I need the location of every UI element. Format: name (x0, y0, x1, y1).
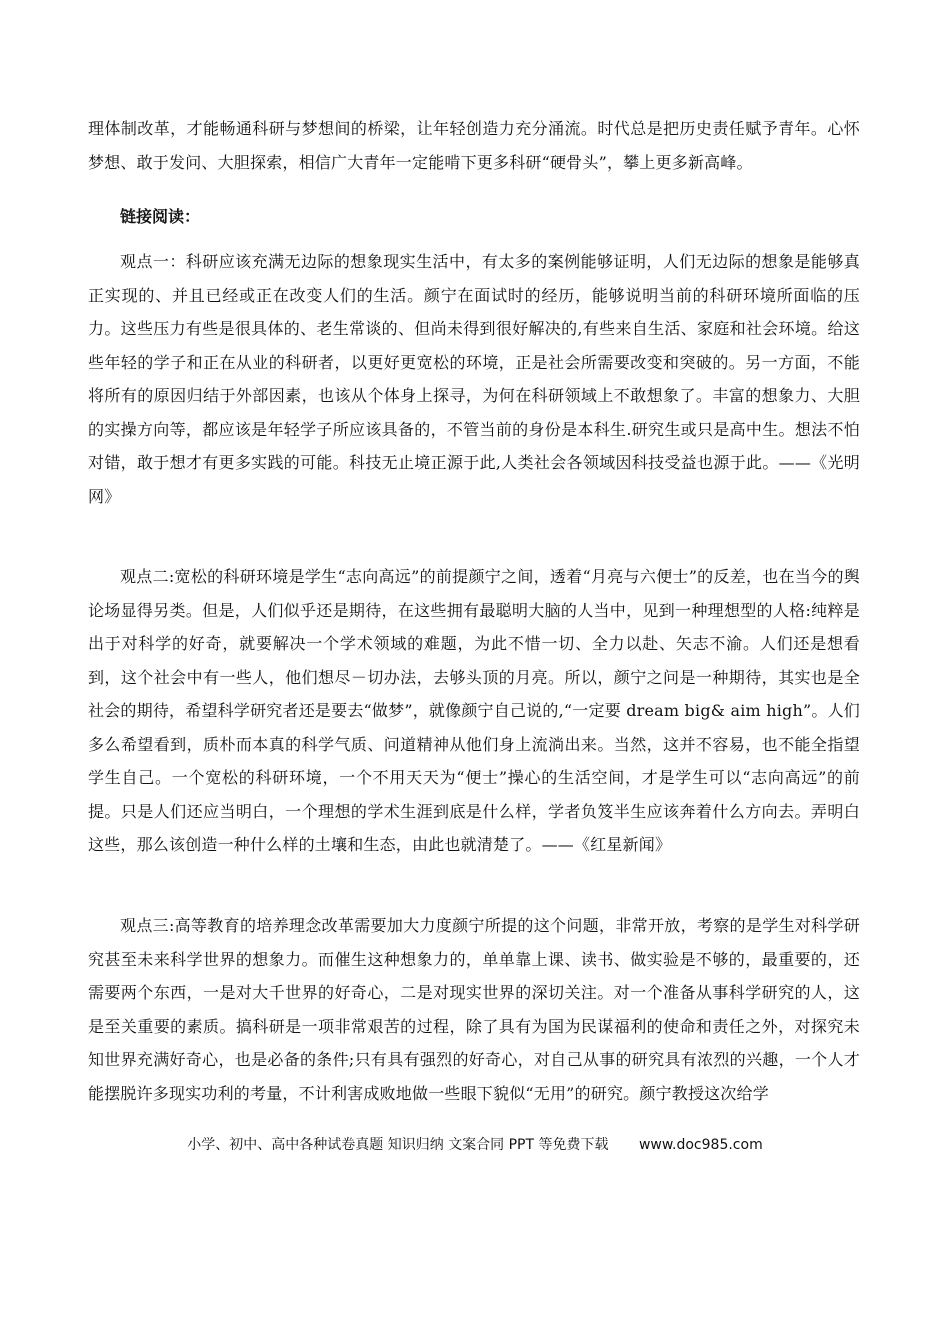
link-reading-heading: 链接阅读： (120, 207, 201, 226)
viewpoint-two-paragraph: 观点二:宽松的科研环境是学生“志向高远”的前提颜宁之间，透着“月亮与六便士”的反差，也在当今的舆论场显得另类。但是，人们似乎还是期待，在这些拥有最聪明大脑的人当中，见到一种理想型的人格:纯粹是出于对科学的好奇，就要解决一个学术领域的难题，为此不惜一切、全力以赴、矢志不渝。人们还是想看到，这个社会中有一些人，他们想尽－切办法，去够头顶的月亮。所以，颜宁之问是一种期待，其实也是全社会的期待，希望科学研究者还是要去“做梦”，就像颜宁自己说的,“一定要 dream big& aim high”。人们多么希望看到，质朴而本真的科学气质、问道精神从他们身上流淌出来。当然，这并不容易，也不能全指望学生自己。一个宽松的科研环境，一个不用天天为“便士”操心的生活空间，才是学生可以“志向高远”的前提。只是人们还应当明白，一个理想的学术生涯到底是什么样，学者负笈半生应该奔着什么方向去。弄明白这些，那么该创造一种什么样的土壤和生态，由此也就清楚了。——《红星新闻》 (88, 567, 860, 854)
footer-text: 小学、初中、高中各种试卷真题 知识归纳 文案合同 PPT 等免费下载 (187, 1137, 609, 1153)
viewpoint-three-paragraph: 观点三:高等教育的培养理念改革需要加大力度颜宁所提的这个问题，非常开放，考察的是学生对科学研究甚至未来科学世界的想象力。而催生这种想象力的，单单靠上课、读书、做实验是不够的，最重要的，还需要两个东西，一是对大千世界的好奇心，二是对现实世界的深切关注。对一个准备从事科学研究的人，这是至关重要的素质。搞科研是一项非常艰苦的过程，除了具有为国为民谋福利的使命和责任之外，对探究未知世界充满好奇心，也是必备的条件;只有具有强烈的好奇心，对自己从事的研究具有浓烈的兴趣，一个人才能摆脱许多现实功利的考量，不计利害成败地做一些眼下貌似“无用”的研究。颜宁教授这次给学 (88, 916, 860, 1103)
footer-url[interactable]: www.doc985.com (638, 1137, 763, 1153)
continuation-paragraph: 理体制改革，才能畅通科研与梦想间的桥梁，让年轻创造力充分涌流。时代总是把历史责任赋予青年。心怀梦想、敢于发问、大胆探索，相信广大青年一定能啃下更多科研“硬骨头”，攀上更多新高峰。 (88, 119, 860, 172)
page-footer (0, 1135, 950, 1155)
viewpoint-one-paragraph: 观点一：科研应该充满无边际的想象现实生活中，有太多的案例能够证明，人们无边际的想象是能够真正实现的、并且已经或正在改变人们的生活。颜宁在面试时的经历，能够说明当前的科研环境所面临的压力。这些压力有些是很具体的、老生常谈的、但尚未得到很好解决的,有些来自生活、家庭和社会环境。给这些年轻的学子和正在从业的科研者，以更好更宽松的环境，正是社会所需要改变和突破的。另一方面，不能将所有的原因归结于外部因素，也该从个体身上探寻，为何在科研领域上不敢想象了。丰富的想象力、大胆的实操方向等，都应该是年轻学子所应该具备的，不管当前的身份是本科生.研究生或只是高中生。想法不怕对错，敢于想才有更多实践的可能。科技无止境正源于此,人类社会各领域因科技受益也源于此。——《光明网》 (88, 252, 860, 506)
